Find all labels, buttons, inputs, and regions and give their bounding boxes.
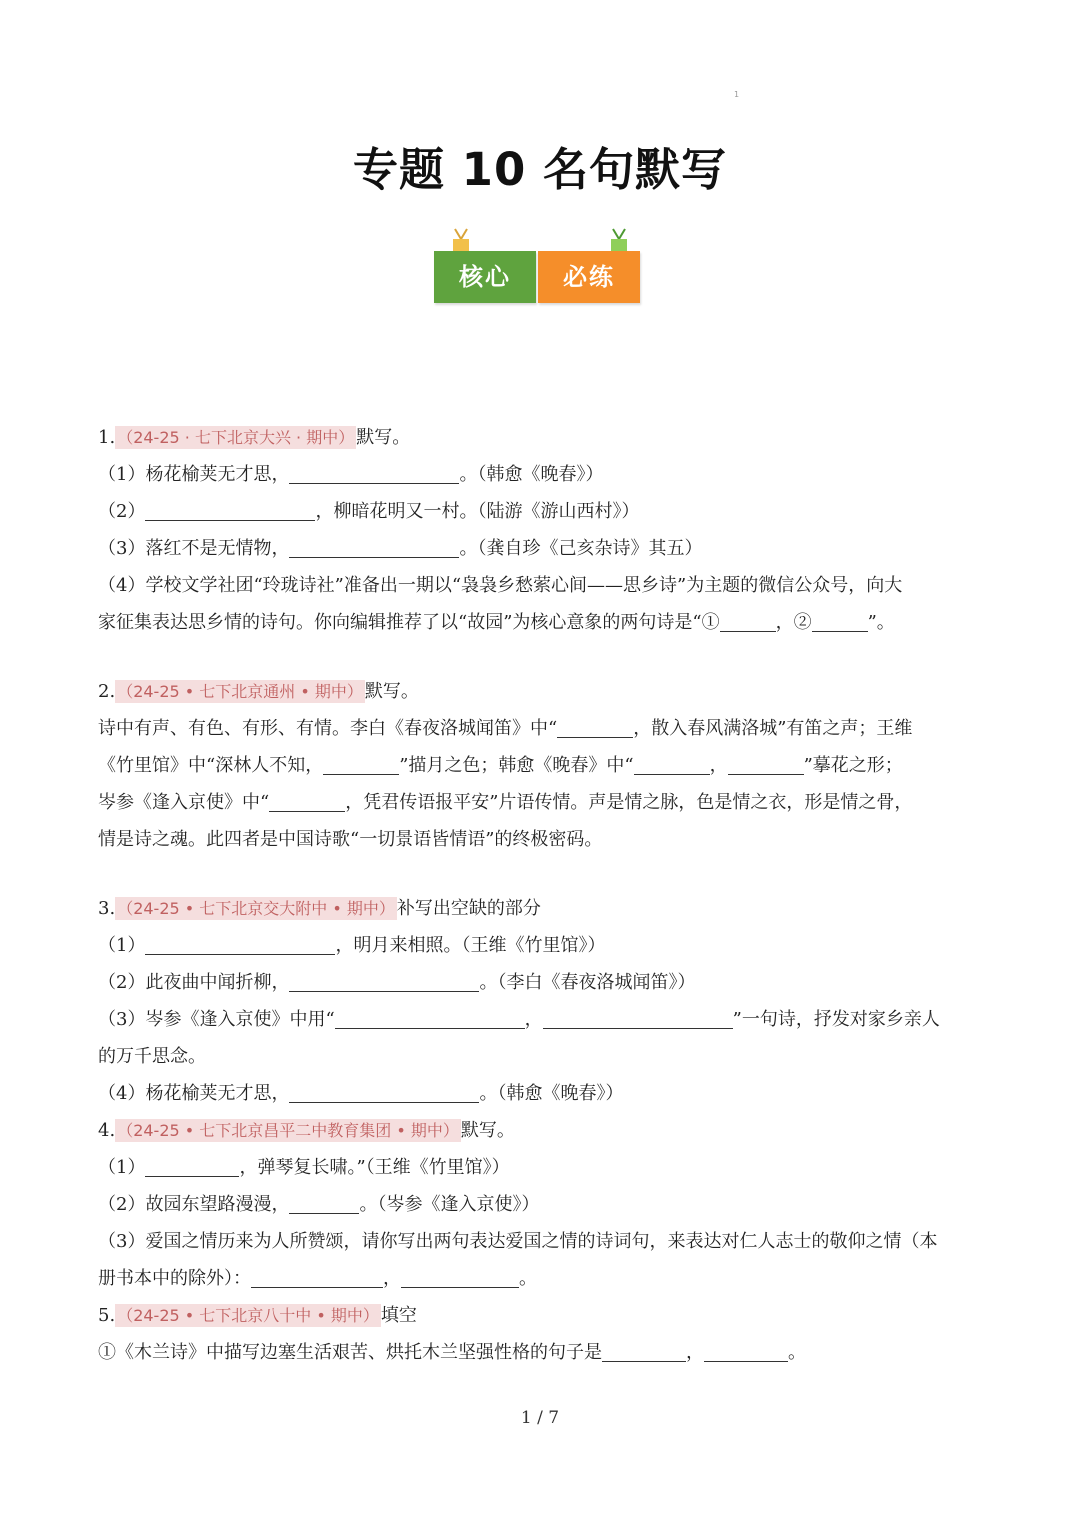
core-practice-badge — [434, 227, 642, 307]
blank-mark: ② — [793, 612, 812, 633]
sub-question: （3）落红不是无情物， 。（龚自珍《己亥杂诗》其五） — [98, 530, 988, 567]
paragraph-line: 《竹里馆》中“深林人不知， ”描月之色；韩愈《晚春》中“ ， ”摹花之形； — [98, 747, 988, 784]
question-header — [98, 1112, 988, 1149]
answer-blank[interactable] — [728, 752, 804, 775]
question-header — [98, 419, 988, 456]
answer-blank[interactable] — [251, 1265, 383, 1288]
question-header — [98, 890, 988, 927]
answer-blank[interactable] — [720, 609, 776, 632]
badge-practice-label: 必练 — [538, 251, 640, 303]
answer-blank[interactable] — [145, 1154, 239, 1177]
question-number: 4. — [98, 1120, 116, 1141]
question-source-tag: （24-25 · 七下北京大兴 · 期中） — [117, 428, 355, 447]
sub-question-text: 的万千思念。 — [98, 1046, 206, 1067]
badge-core-label: 核心 — [434, 251, 536, 303]
question-source-tag: （24-25 • 七下北京昌平二中教育集团 • 期中） — [117, 1121, 459, 1140]
question-number: 1. — [98, 427, 116, 448]
answer-blank[interactable] — [289, 969, 479, 992]
question-source-tag: （24-25 • 七下北京八十中 • 期中） — [117, 1306, 379, 1325]
question-1 — [98, 419, 988, 641]
sub-question: （3）岑参《逢入京使》中用“ ， ”一句诗，抒发对家乡亲人 — [98, 1001, 988, 1038]
sub-question: （1） ，弹琴复长啸。”（王维《竹里馆》） — [98, 1149, 988, 1186]
answer-blank[interactable] — [289, 535, 459, 558]
question-4 — [98, 1112, 988, 1297]
sub-question-text: （3）爱国之情历来为人所赞颂，请你写出两句表达爱国之情的诗词句，来表达对仁人志士的敬仰之情（本 — [98, 1231, 938, 1252]
blank-mark: ① — [701, 612, 720, 633]
answer-blank[interactable] — [704, 1339, 788, 1362]
question-5 — [98, 1297, 988, 1371]
question-source-tag: （24-25 • 七下北京通州 • 期中） — [117, 682, 363, 701]
sub-question: （1）杨花榆荚无才思， 。（韩愈《晚春》） — [98, 456, 988, 493]
sub-question-text: 家征集表达思乡情的诗句。你向编辑推荐了以“故园”为核心意象的两句诗是“① ，② ”。 — [98, 604, 988, 641]
answer-blank[interactable] — [145, 498, 315, 521]
sub-question: （2）此夜曲中闻折柳， 。（李白《春夜洛城闻笛》） — [98, 964, 988, 1001]
sub-question: （1） ，明月来相照。（王维《竹里馆》） — [98, 927, 988, 964]
sub-question: 册书本中的除外）： ， 。 — [98, 1260, 988, 1297]
paragraph-line: 诗中有声、有色、有形、有情。李白《春夜洛城闻笛》中“ ，散入春风满洛城”有笛之声；王维 — [98, 710, 988, 747]
page-number: 1 / 7 — [520, 1408, 560, 1428]
answer-blank[interactable] — [335, 1006, 525, 1029]
page-corner-mark: 1 — [734, 90, 740, 99]
question-list — [98, 419, 988, 1371]
answer-blank[interactable] — [289, 1191, 359, 1214]
answer-blank[interactable] — [602, 1339, 686, 1362]
answer-blank[interactable] — [401, 1265, 519, 1288]
question-source-tag: （24-25 • 七下北京交大附中 • 期中） — [117, 899, 395, 918]
answer-blank[interactable] — [289, 461, 459, 484]
question-2 — [98, 673, 988, 858]
sub-question: ①《木兰诗》中描写边塞生活艰苦、烘托木兰坚强性格的句子是 ， 。 — [98, 1334, 988, 1371]
answer-blank[interactable] — [543, 1006, 733, 1029]
page-title: 专题 10 名句默写 — [353, 143, 727, 196]
answer-blank[interactable] — [557, 715, 633, 738]
answer-blank[interactable] — [323, 752, 399, 775]
sub-question: （2）故园东望路漫漫， 。（岑参《逢入京使》） — [98, 1186, 988, 1223]
question-task: 填空 — [380, 1305, 417, 1326]
answer-blank[interactable] — [634, 752, 710, 775]
question-number: 5. — [98, 1305, 116, 1326]
answer-blank[interactable] — [269, 789, 345, 812]
question-task: 补写出空缺的部分 — [396, 898, 541, 919]
answer-blank[interactable] — [289, 1080, 479, 1103]
answer-blank[interactable] — [145, 932, 335, 955]
paragraph-line: 岑参《逢入京使》中“ ，凭君传语报平安”片语传情。声是情之脉，色是情之衣，形是情之骨， — [98, 784, 988, 821]
question-3 — [98, 890, 988, 1112]
question-task: 默写。 — [356, 427, 411, 448]
paragraph-line: 情是诗之魂。此四者是中国诗歌“一切景语皆情语”的终极密码。 — [98, 829, 603, 850]
question-header — [98, 673, 988, 710]
sub-question-text: （4）学校文学社团“玲珑诗社”准备出一期以“袅袅乡愁萦心间——思乡诗”为主题的微信公众号，向大 — [98, 575, 903, 596]
question-task: 默写。 — [364, 681, 419, 702]
question-task: 默写。 — [460, 1120, 515, 1141]
question-number: 2. — [98, 681, 116, 702]
sub-question: （2） ，柳暗花明又一村。（陆游《游山西村》） — [98, 493, 988, 530]
answer-blank[interactable] — [812, 609, 868, 632]
question-header — [98, 1297, 988, 1334]
question-number: 3. — [98, 898, 116, 919]
sub-question: （4）杨花榆荚无才思， 。（韩愈《晚春》） — [98, 1075, 988, 1112]
